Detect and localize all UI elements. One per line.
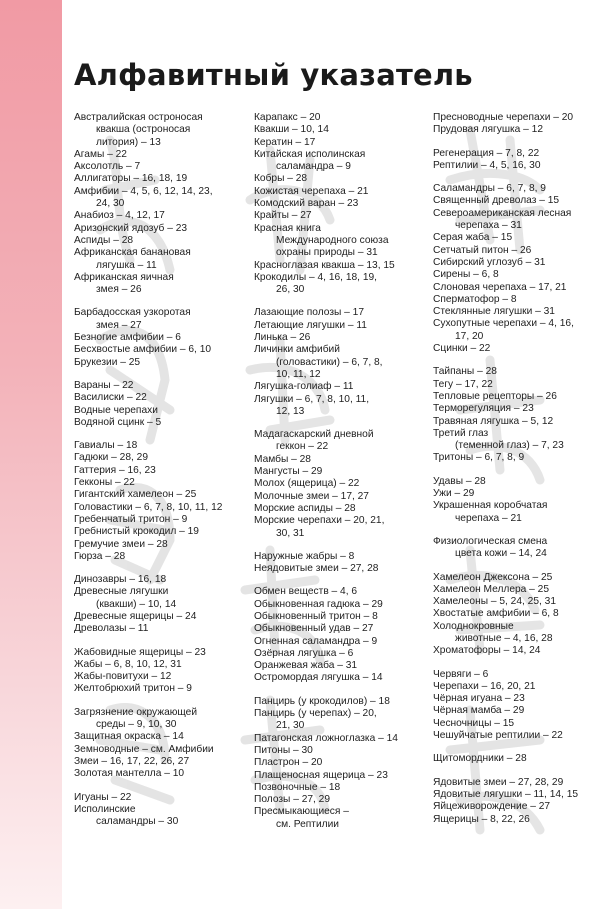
index-entry-continuation: среды – 9, 10, 30: [96, 719, 177, 731]
index-entry-continuation: 12, 13: [276, 405, 305, 417]
index-entry: Черепахи – 16, 20, 21: [433, 680, 536, 692]
index-entry: Гигантский хамелеон – 25: [74, 489, 197, 501]
index-entry: Безногие амфибии – 6: [74, 332, 181, 344]
index-entry: Стеклянные лягушки – 31: [433, 306, 555, 318]
index-entry: Вараны – 22: [74, 379, 134, 391]
section-gap: [433, 525, 601, 536]
index-entry: Летающие лягушки – 11: [254, 319, 367, 331]
index-entry: Кобры – 28: [254, 173, 308, 185]
index-entry: Мадагаскарский дневной: [254, 429, 374, 441]
index-entry: Обыкновенная гадюка – 29: [254, 598, 383, 610]
index-entry-continuation: змея – 26: [96, 284, 142, 296]
index-entry: Плащеносная ящерица – 23: [254, 769, 388, 781]
index-entry: Сирены – 6, 8: [433, 269, 499, 281]
index-entry: Ядовитые змеи – 27, 28, 29: [433, 776, 564, 788]
index-entry: Щитомордники – 28: [433, 753, 527, 765]
decorative-side-bar: [0, 0, 62, 909]
section-gap: [433, 137, 601, 148]
section-gap: [433, 355, 601, 366]
index-entry: Жабы-повитухи – 12: [74, 671, 172, 683]
index-entry: Тепловые рецепторы – 26: [433, 390, 557, 402]
section-gap: [74, 636, 244, 647]
index-entry: Крайты – 27: [254, 210, 312, 222]
index-entry: Водные черепахи: [74, 404, 158, 416]
section-gap: [433, 766, 601, 777]
index-entry: Пресмыкающиеся –: [254, 806, 349, 818]
index-entry: Червяги – 6: [433, 668, 489, 680]
index-entry-continuation: геккон – 22: [276, 441, 329, 453]
index-entry: Чёрная мамба – 29: [433, 705, 525, 717]
index-entry: Гавиалы – 18: [74, 440, 138, 452]
index-entry: Древолазы – 11: [74, 623, 149, 635]
index-column-3: [433, 112, 601, 826]
index-entry: Тегу – 17, 22: [433, 378, 493, 390]
index-entry: Жабовидные ящерицы – 23: [74, 646, 206, 658]
index-entry-continuation: лягушка – 11: [96, 259, 157, 271]
index-entry: Желтобрюхий тритон – 9: [74, 683, 192, 695]
index-entry: Чесночницы – 15: [433, 717, 515, 729]
index-entry: Загрязнение окружающей: [74, 706, 198, 718]
index-entry: Линька – 26: [254, 332, 311, 344]
index-entry: Слоновая черепаха – 17, 21: [433, 281, 567, 293]
index-entry: Лягушки – 6, 7, 8, 10, 11,: [254, 393, 370, 405]
section-gap: [254, 685, 424, 696]
index-entry: Обыкновенный тритон – 8: [254, 610, 378, 622]
index-entry: Позвоночные – 18: [254, 781, 341, 793]
index-entry: Аллигаторы – 16, 18, 19: [74, 173, 188, 185]
index-entry: Сибирский углозуб – 31: [433, 256, 546, 268]
index-entry: Китайская исполинская: [254, 148, 366, 160]
index-entry: Бесхвостые амфибии – 6, 10: [74, 344, 212, 356]
section-gap: [433, 742, 601, 753]
index-entry: Земноводные – см. Амфибии: [74, 743, 214, 755]
index-entry: Неядовитые змеи – 27, 28: [254, 563, 379, 575]
section-gap: [74, 429, 244, 440]
index-entry: Красноглазая квакша – 13, 15: [254, 259, 395, 271]
index-entry: Гребнистый крокодил – 19: [74, 526, 199, 538]
index-entry: Питоны – 30: [254, 744, 313, 756]
index-entry: Аспиды – 28: [74, 234, 134, 246]
index-entry-continuation: саламандра – 9: [276, 161, 351, 173]
index-entry: Змеи – 16, 17, 22, 26, 27: [74, 755, 190, 767]
index-entry-continuation: черепаха – 21: [455, 512, 522, 524]
index-entry: Красная книга: [254, 222, 321, 234]
index-entry: Комодский варан – 23: [254, 198, 359, 210]
index-entry-continuation: (теменной глаз) – 7, 23: [455, 440, 564, 452]
index-entry: Барбадосская узкоротая: [74, 307, 191, 319]
index-entry-continuation: 24, 30: [96, 198, 125, 210]
index-entry: Древесные ящерицы – 24: [74, 610, 197, 622]
index-entry: Рептилии – 4, 5, 16, 30: [433, 159, 541, 171]
index-entry: Древесные лягушки: [74, 586, 169, 598]
index-entry: Кератин – 17: [254, 136, 316, 148]
index-entry-continuation: цвета кожи – 14, 24: [455, 548, 547, 560]
index-entry: Мамбы – 28: [254, 453, 311, 465]
index-entry: Огненная саламандра – 9: [254, 635, 378, 647]
index-entry: Яйцеживорождение – 27: [433, 801, 551, 813]
index-entry: Терморегуляция – 23: [433, 403, 534, 415]
index-entry-continuation: 17, 20: [455, 330, 484, 342]
section-gap: [254, 575, 424, 586]
index-entry: Патагонская ложноглазка – 14: [254, 732, 398, 744]
index-column-1: [74, 112, 244, 828]
index-entry: Обыкновенный удав – 27: [254, 623, 374, 635]
index-entry: Регенерация – 7, 8, 22: [433, 147, 540, 159]
index-entry-continuation: черепаха – 31: [455, 220, 522, 232]
section-gap: [433, 561, 601, 572]
section-gap: [74, 296, 244, 307]
index-entry: Мангусты – 29: [254, 466, 323, 478]
page-title: Алфавитный указатель: [74, 58, 473, 92]
index-entry: Динозавры – 16, 18: [74, 574, 167, 586]
index-entry: Третий глаз: [433, 427, 489, 439]
index-entry-continuation: животные – 4, 16, 28: [455, 632, 553, 644]
index-entry: Жабы – 6, 8, 10, 12, 31: [74, 658, 182, 670]
index-entry-continuation: охраны природы – 31: [276, 247, 378, 259]
index-entry: Молох (ящерица) – 22: [254, 478, 360, 490]
index-entry: Африканская яичная: [74, 271, 174, 283]
index-entry: Квакши – 10, 14: [254, 124, 329, 136]
index-entry: Амфибии – 4, 5, 6, 12, 14, 23,: [74, 185, 213, 197]
index-entry: Личинки амфибий: [254, 344, 340, 356]
index-entry: Североамериканская лесная: [433, 207, 572, 219]
index-entry: Сцинки – 22: [433, 343, 491, 355]
index-entry: Гюрза – 28: [74, 550, 126, 562]
index-entry: Хамелеоны – 5, 24, 25, 31: [433, 596, 556, 608]
index-entry: Карапакс – 20: [254, 112, 321, 123]
index-entry: Игуаны – 22: [74, 791, 132, 803]
index-entry: Ужи – 29: [433, 488, 475, 500]
index-entry: Озёрная лягушка – 6: [254, 647, 354, 659]
index-entry: Аксолотль – 7: [74, 161, 141, 173]
index-entry: Защитная окраска – 14: [74, 731, 184, 743]
index-entry: Травяная лягушка – 5, 12: [433, 415, 554, 427]
index-entry: Крокодилы – 4, 16, 18, 19,: [254, 271, 377, 283]
index-entry-continuation: 21, 30: [276, 720, 305, 732]
index-entry: Прудовая лягушка – 12: [433, 124, 543, 136]
index-entry: Исполинские: [74, 803, 136, 815]
section-gap: [74, 563, 244, 574]
index-entry-continuation: 26, 30: [276, 284, 305, 296]
index-entry: Лазающие полозы – 17: [254, 307, 365, 319]
index-entry: Священный древолаз – 15: [433, 195, 560, 207]
index-entry: Чешуйчатые рептилии – 22: [433, 730, 563, 742]
section-gap: [433, 658, 601, 669]
index-entry: Физиологическая смена: [433, 535, 548, 547]
index-entry-continuation: квакша (остроносая: [96, 124, 191, 136]
index-entry: Анабиоз – 4, 12, 17: [74, 210, 165, 222]
index-entry-continuation: 10, 11, 12: [276, 368, 321, 380]
index-entry: Молочные змеи – 17, 27: [254, 490, 369, 502]
index-entry: Гремучие змеи – 28: [74, 538, 168, 550]
section-gap: [74, 781, 244, 792]
index-entry: Сперматофор – 8: [433, 293, 517, 305]
index-entry-continuation: (головастики) – 6, 7, 8,: [276, 356, 383, 368]
index-entry: Полозы – 27, 29: [254, 794, 331, 806]
index-entry: Морские черепахи – 20, 21,: [254, 515, 385, 527]
section-gap: [254, 296, 424, 307]
index-entry: Панцирь (у крокодилов) – 18: [254, 695, 390, 707]
index-entry: Австралийская остроносая: [74, 112, 203, 123]
index-entry: Гаттерия – 16, 23: [74, 464, 156, 476]
index-entry: Обмен веществ – 4, 6: [254, 586, 358, 598]
index-entry: Серая жаба – 15: [433, 232, 513, 244]
section-gap: [74, 696, 244, 707]
section-gap: [433, 465, 601, 476]
index-entry: Золотая мантелла – 10: [74, 768, 185, 780]
index-entry: Гребенчатый тритон – 9: [74, 513, 188, 525]
index-entry: Хвостатые амфибии – 6, 8: [433, 608, 559, 620]
index-entry-continuation: см. Рептилии: [276, 818, 339, 830]
index-entry: Аризонский ядозуб – 23: [74, 222, 188, 234]
index-entry: Хамелеон Джексона – 25: [433, 571, 553, 583]
index-entry: Панцирь (у черепах) – 20,: [254, 708, 377, 720]
index-entry: Лягушка-голиаф – 11: [254, 381, 354, 393]
index-entry: Сетчатый питон – 26: [433, 244, 532, 256]
index-entry-continuation: (квакши) – 10, 14: [96, 598, 177, 610]
index-entry: Ящерицы – 8, 22, 26: [433, 813, 530, 825]
index-entry: Гекконы – 22: [74, 477, 135, 489]
index-entry: Тайпаны – 28: [433, 366, 497, 378]
index-entry: Ядовитые лягушки – 11, 14, 15: [433, 788, 579, 800]
index-entry: Оранжевая жаба – 31: [254, 660, 358, 672]
index-entry: Хроматофоры – 14, 24: [433, 645, 541, 657]
index-entry: Гадюки – 28, 29: [74, 452, 148, 464]
section-gap: [254, 418, 424, 429]
section-gap: [254, 540, 424, 551]
index-entry-continuation: Международного союза: [276, 234, 389, 246]
index-column-2: [254, 112, 424, 831]
index-entry-continuation: литория) – 13: [96, 136, 161, 148]
index-entry-continuation: 30, 31: [276, 527, 305, 539]
index-entry: Водяной сцинк – 5: [74, 416, 162, 428]
index-entry: Хамелеон Меллера – 25: [433, 583, 549, 595]
index-entry: Пластрон – 20: [254, 757, 323, 769]
index-entry: Сухопутные черепахи – 4, 16,: [433, 318, 574, 330]
index-entry: Чёрная игуана – 23: [433, 693, 525, 705]
index-entry: Остромордая лягушка – 14: [254, 672, 383, 684]
index-entry: Агамы – 22: [74, 148, 127, 160]
index-entry: Головастики – 6, 7, 8, 10, 11, 12: [74, 501, 223, 513]
index-entry: Тритоны – 6, 7, 8, 9: [433, 452, 525, 464]
index-entry: Кожистая черепаха – 21: [254, 185, 369, 197]
index-entry: Саламандры – 6, 7, 8, 9: [433, 183, 546, 195]
index-entry-continuation: змея – 27: [96, 319, 142, 331]
index-entry: Украшенная коробчатая: [433, 500, 548, 512]
index-entry: Брукезии – 25: [74, 356, 141, 368]
section-gap: [74, 369, 244, 380]
index-entry-continuation: саламандры – 30: [96, 816, 179, 828]
index-entry: Холоднокровные: [433, 620, 514, 632]
index-entry: Удавы – 28: [433, 475, 486, 487]
index-entry: Морские аспиды – 28: [254, 502, 356, 514]
index-entry: Африканская банановая: [74, 247, 191, 259]
section-gap: [433, 172, 601, 183]
index-entry: Василиски – 22: [74, 392, 147, 404]
index-entry: Пресноводные черепахи – 20: [433, 112, 574, 123]
index-entry: Наружные жабры – 8: [254, 550, 355, 562]
